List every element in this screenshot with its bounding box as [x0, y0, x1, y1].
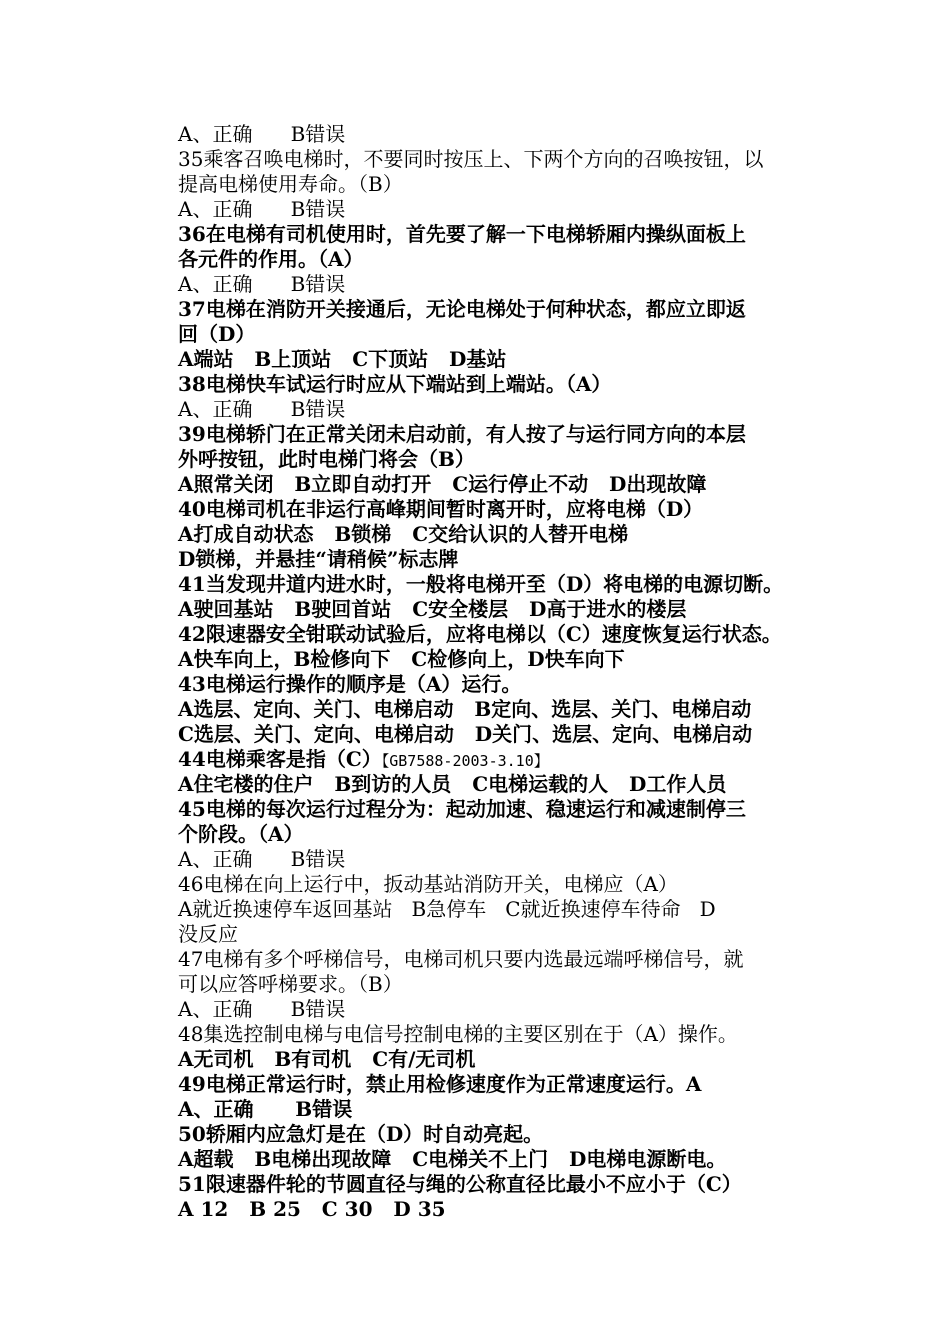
text-line	[178, 647, 838, 672]
text-line-content: 37电梯在消防开关接通后，无论电梯处于何种状态，都应立即返	[178, 297, 746, 321]
text-line	[178, 1097, 838, 1122]
text-line	[178, 272, 838, 297]
text-line-content: A 12 B 25 C 30 D 35	[178, 1197, 446, 1221]
text-line-content: 48集选控制电梯与电信号控制电梯的主要区别在于（A）操作。	[178, 1022, 738, 1046]
text-line	[178, 622, 838, 647]
text-line-content: 45电梯的每次运行过程分为：起动加速、稳速运行和减速制停三	[178, 797, 746, 821]
text-line	[178, 772, 838, 797]
text-line	[178, 572, 838, 597]
text-line	[178, 397, 838, 422]
text-line-content: 39电梯轿门在正常关闭未启动前，有人按了与运行同方向的本层	[178, 422, 746, 446]
text-line-content: 个阶段。（A）	[178, 822, 304, 846]
text-line	[178, 172, 838, 197]
text-line	[178, 997, 838, 1022]
text-line	[178, 447, 838, 472]
text-line	[178, 822, 838, 847]
text-line	[178, 922, 838, 947]
text-line	[178, 1147, 838, 1172]
text-line-content: A驶回基站 B驶回首站 C安全楼层 D高于进水的楼层	[178, 597, 687, 621]
text-line	[178, 297, 838, 322]
text-line-content: A、正确 B错误	[178, 1097, 353, 1121]
text-line	[178, 547, 838, 572]
text-line-content: A、正确 B错误	[178, 397, 346, 421]
text-line	[178, 747, 838, 772]
text-line	[178, 672, 838, 697]
text-line	[178, 247, 838, 272]
text-line	[178, 1022, 838, 1047]
text-line-content: 没反应	[178, 922, 238, 946]
text-line-content: 40电梯司机在非运行高峰期间暂时离开时，应将电梯（D）	[178, 497, 704, 521]
text-line	[178, 122, 838, 147]
text-line	[178, 322, 838, 347]
text-line-content: 44电梯乘客是指（C）	[178, 747, 382, 771]
text-line-content: C选层、关门、定向、电梯启动 D关门、选层、定向、电梯启动	[178, 722, 753, 746]
text-line	[178, 722, 838, 747]
text-line-content: 可以应答呼梯要求。（B）	[178, 972, 403, 996]
text-line-content: 50轿厢内应急灯是在（D）时自动亮起。	[178, 1122, 544, 1146]
text-line	[178, 347, 838, 372]
text-line	[178, 897, 838, 922]
text-line-content: A超载 B电梯出现故障 C电梯关不上门 D电梯电源断电。	[178, 1147, 727, 1171]
text-line-content: A照常关闭 B立即自动打开 C运行停止不动 D出现故障	[178, 472, 707, 496]
text-line-content: A端站 B上顶站 C下顶站 D基站	[178, 347, 507, 371]
text-line-content: 51限速器件轮的节圆直径与绳的公称直径比最小不应小于（C）	[178, 1172, 742, 1196]
text-line-content: A无司机 B有司机 C有/无司机	[178, 1047, 476, 1071]
text-line	[178, 697, 838, 722]
text-line-content: 36在电梯有司机使用时，首先要了解一下电梯轿厢内操纵面板上	[178, 222, 746, 246]
text-line	[178, 372, 838, 397]
text-line	[178, 872, 838, 897]
text-line	[178, 197, 838, 222]
document-page	[178, 122, 838, 1222]
text-line-content: 43电梯运行操作的顺序是（A）运行。	[178, 672, 522, 696]
standard-reference: 【GB7588-2003-3.10】	[381, 752, 549, 770]
text-line	[178, 497, 838, 522]
text-line-content: 38电梯快车试运行时应从下端站到上端站。（A）	[178, 372, 612, 396]
text-line	[178, 847, 838, 872]
text-line	[178, 422, 838, 447]
text-line	[178, 597, 838, 622]
text-line-content: A、正确 B错误	[178, 272, 346, 296]
text-line-content: 49电梯正常运行时，禁止用检修速度作为正常速度运行。A	[178, 1072, 702, 1096]
text-line-content: 41当发现井道内进水时，一般将电梯开至（D）将电梯的电源切断。	[178, 572, 784, 596]
text-line-content: 外呼按钮，此时电梯门将会（B）	[178, 447, 475, 471]
text-line-content: A就近换速停车返回基站 B急停车 C就近换速停车待命 D	[178, 897, 716, 921]
text-line-content: A、正确 B错误	[178, 197, 346, 221]
text-line	[178, 522, 838, 547]
text-line-content: 35乘客召唤电梯时，不要同时按压上、下两个方向的召唤按钮，以	[178, 147, 764, 171]
text-line-content: A快车向上，B检修向下 C检修向上，D快车向下	[178, 647, 625, 671]
text-line-content: A选层、定向、关门、电梯启动 B定向、选层、关门、电梯启动	[178, 697, 752, 721]
text-line-content: A、正确 B错误	[178, 847, 346, 871]
text-line-content: D锁梯，并悬挂“请稍候”标志牌	[178, 547, 459, 571]
text-line-content: 提高电梯使用寿命。（B）	[178, 172, 403, 196]
text-line-content: 42限速器安全钳联动试验后，应将电梯以（C）速度恢复运行状态。	[178, 622, 782, 646]
text-line-content: 各元件的作用。（A）	[178, 247, 364, 271]
text-line	[178, 1197, 838, 1222]
text-line-content: A、正确 B错误	[178, 997, 346, 1021]
text-line-content: A、正确 B错误	[178, 122, 346, 146]
text-line-content: 46电梯在向上运行中，扳动基站消防开关，电梯应（A）	[178, 872, 678, 896]
text-line	[178, 1047, 838, 1072]
text-line	[178, 972, 838, 997]
text-line	[178, 472, 838, 497]
text-line-content: A住宅楼的住户 B到访的人员 C电梯运载的人 D工作人员	[178, 772, 727, 796]
text-line-content: A打成自动状态 B锁梯 C交给认识的人替开电梯	[178, 522, 629, 546]
text-line	[178, 1122, 838, 1147]
text-line	[178, 147, 838, 172]
text-line	[178, 222, 838, 247]
text-line	[178, 1172, 838, 1197]
text-line	[178, 1072, 838, 1097]
text-line-content: 回（D）	[178, 322, 256, 346]
text-line-content: 47电梯有多个呼梯信号，电梯司机只要内选最远端呼梯信号，就	[178, 947, 744, 971]
text-line	[178, 947, 838, 972]
text-line	[178, 797, 838, 822]
